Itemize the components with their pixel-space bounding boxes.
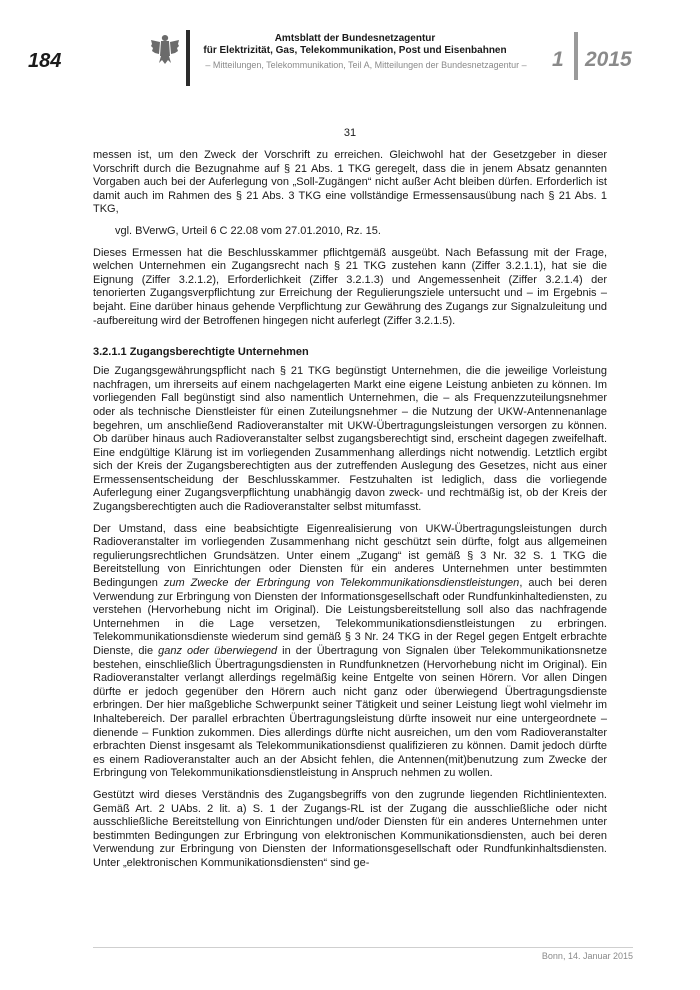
emphasis-wholly: ganz oder überwiegend [158, 645, 278, 657]
paragraph-4-part-b: , auch bei deren Verwendung zur Erbringung von Diensten der Informationsgesellschaft oder Rundfunkinhaltediensten, zu verstehen (Hervorhebung nicht im Original). Die Leistungsbereitstellung soll also das nachfragende Unternehmen in die Lage versetzen, Telekommunikationsdienstleistungen zu erbringen. Telekommunikationsdienste wiederum sind gemäß § 3 Nr. 24 TKG in der Regel gegen Entgelt erbrachte Dienste, die [93, 577, 608, 657]
section-heading: 3.2.1.1 Zugangsberechtigte Unternehmen [93, 346, 309, 359]
footer-divider [93, 947, 633, 948]
issue-number: 1 [552, 48, 564, 71]
journal-subtitle: für Elektrizität, Gas, Telekommunikation, Post und Eisenbahnen [203, 45, 507, 56]
issue-divider [574, 32, 578, 80]
page-number: 184 [28, 50, 62, 72]
footer-date: Bonn, 14. Januar 2015 [541, 951, 633, 961]
document-body [93, 127, 607, 879]
folio-number: 31 [343, 127, 357, 139]
section-subtitle: – Mitteilungen, Telekommunikation, Teil A, Mitteilungen der Bundesnetzagentur – [205, 60, 527, 70]
paragraph-1: messen ist, um den Zweck der Vorschrift zu erreichen. Gleichwohl hat der Gesetzgeber in dieser Vorschrift durch die Bezugnahme auf § 21 Abs. 1 TKG geregelt, dass die in jenem Absatz genannten Vorgaben auch bei der Auferlegung von „Soll-Zugängen“ nicht außer Acht bleiben dürfen. Erforderlich ist damit auch im Rahmen des § 21 Abs. 3 TKG eine vollständige Ermessensausübung nach § 21 Abs. 1 TKG, [93, 149, 607, 216]
citation: vgl. BVerwG, Urteil 6 C 22.08 vom 27.01.2010, Rz. 15. [115, 224, 381, 237]
federal-eagle-icon [150, 32, 180, 66]
paragraph-4-part-c: in der Übertragung von Signalen über Telekommunikationsnetze bestehen, einschließlich Übertragungsdiensten in Rundfunknetzen (Hervorhebung nicht im Original). Ein Radioveranstalter verlangt allerdings regelmäßig keine Entgelte von seinen Hörern. Vor allen Dingen dürfte er jedoch gegenüber den Hörern auch nicht ganz oder überwiegend Übertragungsdienste erbringen. Der hier maßgebliche Schwerpunkt seiner Tätigkeit und seiner Leistung liegt wohl vielmehr im Inhaltebereich. Der parallel erbrachten Übertragungsleistung dürfte insoweit nur eine untergeordnete – dienende – Funktion zukommen. Dies allerdings dürfte nicht ausreichen, um den vom Radioveranstalter erbrachten Dienst insgesamt als Telekommunikationsdienst qualifizieren zu können. Damit jedoch dürfte es einem Radioveranstalter auch an der Absicht fehlen, die Antennen(mit)benutzung zum Zwecke der Erbringung von Telekommunikationsdienstleistung in Anspruch nehmen zu wollen. [93, 645, 607, 780]
paragraph-4 [93, 523, 607, 781]
paragraph-2: Dieses Ermessen hat die Beschlusskammer pflichtgemäß ausgeübt. Nach Befassung mit der Frage, welchen Unternehmen ein Zugangsrecht nach § 21 TKG zustehen kann (Ziffer 3.2.1.1), hat sie die Eignung (Ziffer 3.2.1.2), Erforderlichkeit (Ziffer 3.2.1.3) und Angemessenheit (Ziffer 3.2.1.4) der tenorierten Zugangsverpflichtung zur Erreichung der Regulierungsziele untersucht und – im Ergebnis – bejaht. Eine darüber hinaus gehende Verpflichtung zur Gewährung des Zugangs zur Signalzuleitung und -aufbereitung wird der Betroffenen hingegen nicht auferlegt (Ziffer 3.2.1.5). [93, 246, 607, 327]
paragraph-3: Die Zugangsgewährungspflicht nach § 21 TKG begünstigt Unternehmen, die die jeweilige Vorleistung nachfragen, um ihrerseits auf einem nachgelagerten Markt eine eigene Leistung anbieten zu können. Im vorliegenden Fall begünstigt sind also namentlich Unternehmen, die – als Frequenzzuteilungsnehmer oder als technische Dienstleister für einen Zuteilungsnehmer – die Nutzung der UKW-Antennenanlage begehren, um anschließend Radioveranstalter mit UKW-Übertragungsleistungen versorgen zu können. Ob darüber hinaus auch Radioveranstalter selbst zugangsberechtigt sind, erscheint dagegen zweifelhaft. Eine endgültige Klärung ist im vorliegenden Zusammenhang allerdings nicht notwendig. Letztlich ergibt sich der Kreis der Zugangsberechtigten aus der zutreffenden Auslegung des Gesetzes, nicht aus einer Ermessensentscheidung der Beschlusskammer. Festzuhalten ist lediglich, dass die vorliegende Auferlegung einer Zugangsverpflichtung unabhängig davon zweck- und rechtmäßig ist, ob der Kreis der Zugangsberechtigten auch die Radioveranstalter selbst mitumfasst. [93, 365, 607, 514]
page-header [0, 0, 700, 90]
emphasis-purpose: zum Zwecke der Erbringung von Telekommunikationsdienstleistungen [163, 577, 520, 590]
journal-title: Amtsblatt der Bundesnetzagentur [274, 33, 436, 44]
paragraph-5: Gestützt wird dieses Verständnis des Zugangsbegriffs von den zugrunde liegenden Richtlinientexten. Gemäß Art. 2 UAbs. 2 lit. a) S. 1 der Zugangs-RL ist der Zugang die ausschließliche oder nicht ausschließliche Bereitstellung von Einrichtungen und/oder Diensten für ein anderes Unternehmen unter bestimmten Bedingungen zur Erbringung von elektronischen Kommunikationsdiensten, auch bei deren Verwendung zur Erbringung von Diensten der Informationsgesellschaft oder Rundfunkinhaltsdiensten. Unter „elektronischen Kommunikationsdiensten“ sind ge- [93, 788, 607, 869]
issue-year: 2015 [585, 48, 632, 71]
header-divider [186, 30, 190, 86]
paragraph-4-part-a: Der Umstand, dass eine beabsichtigte Eigenrealisierung von UKW-Übertragungsleistungen durch Radioveranstalter im vorliegenden Zusammenhang nicht geschützt sein dürfte, folgt aus allgemeinen regulierungsrechtlichen Grundsätzen. Unter einem „Zugang“ ist gemäß § 3 Nr. 32 S. 1 TKG die Bereitstellung von Einrichtungen oder Diensten für ein anderes Unternehmen unter bestimmten Bedingungen [93, 522, 607, 590]
